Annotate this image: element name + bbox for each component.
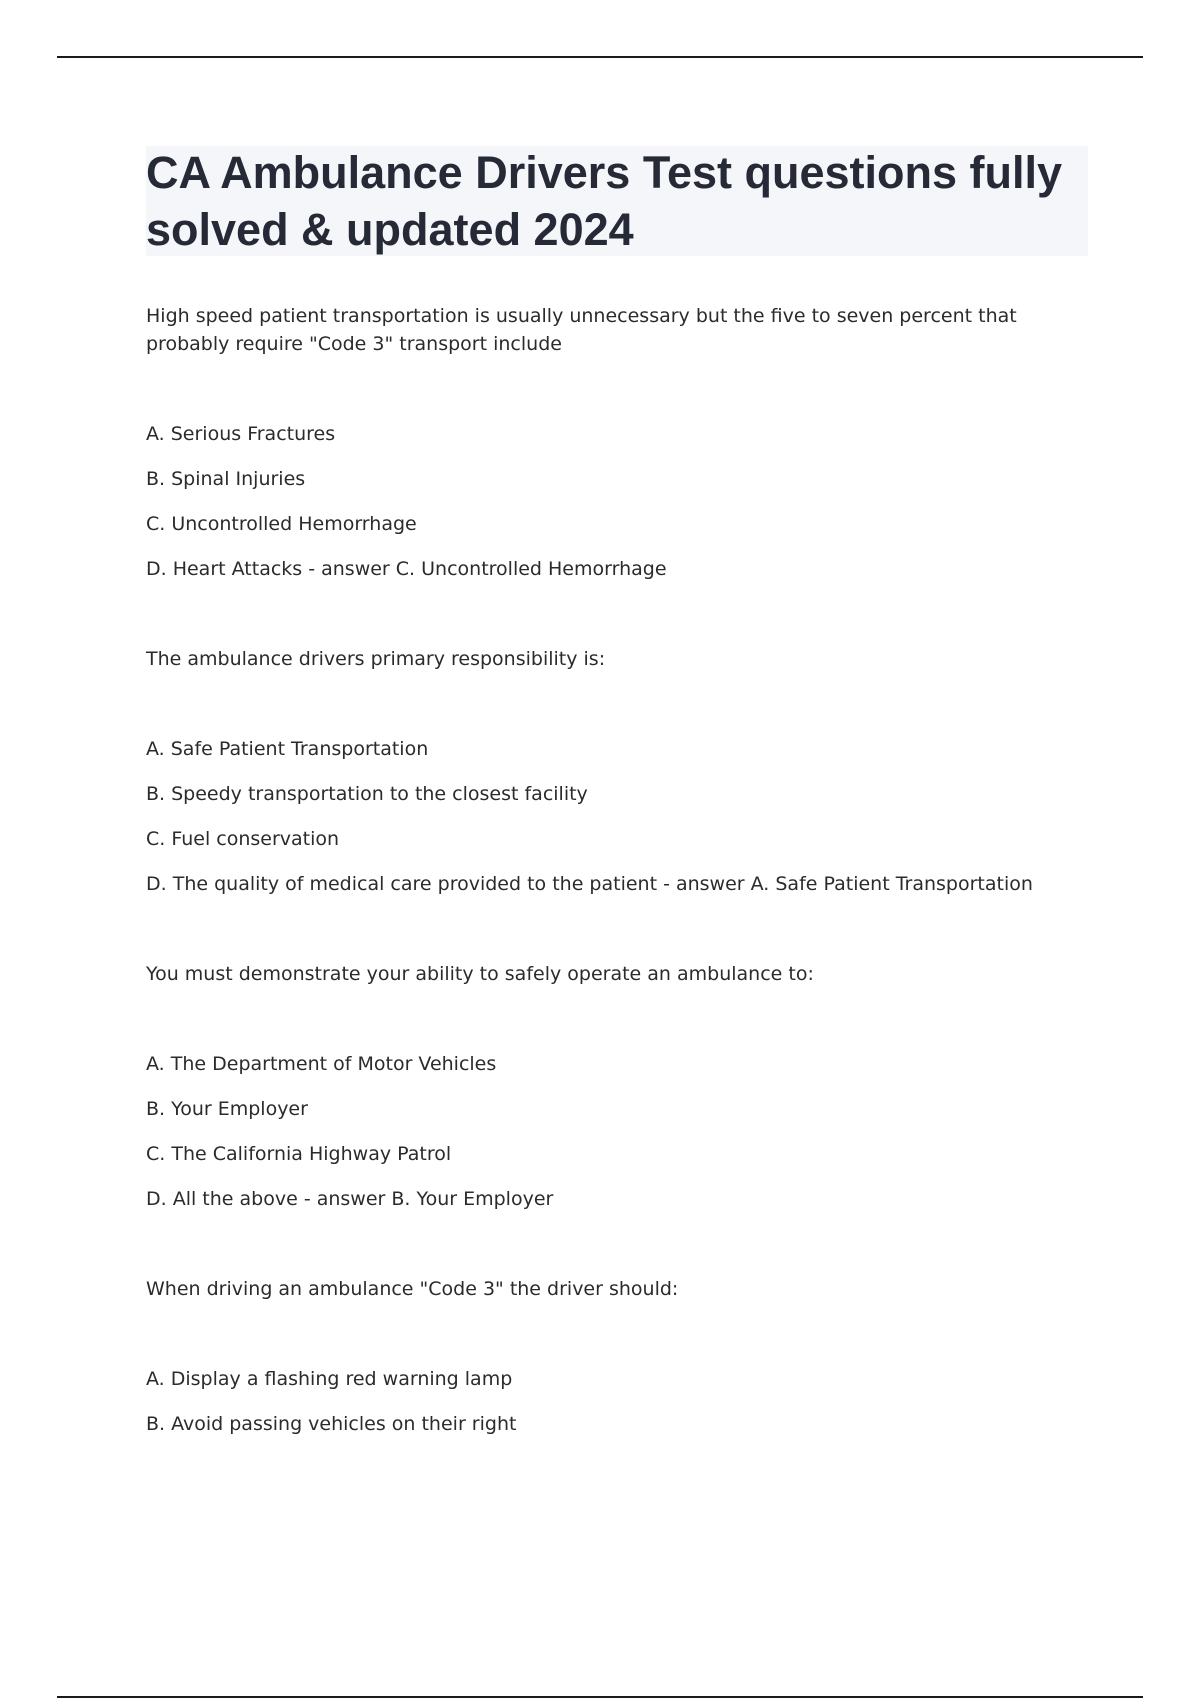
answer-option: C. Fuel conservation (146, 828, 340, 850)
answer-option: B. Speedy transportation to the closest facility (146, 783, 588, 805)
answer-option: A. The Department of Motor Vehicles (146, 1053, 497, 1075)
answer-option: C. Uncontrolled Hemorrhage (146, 513, 417, 535)
question-block (146, 1275, 1066, 1438)
answer-option: C. The California Highway Patrol (146, 1143, 452, 1165)
answer-option: A. Serious Fractures (146, 423, 336, 445)
answer-option: B. Avoid passing vehicles on their right (146, 1413, 517, 1435)
question-text: When driving an ambulance "Code 3" the driver should: (146, 1278, 679, 1300)
question-block (146, 960, 1066, 1213)
question-text: You must demonstrate your ability to safely operate an ambulance to: (146, 963, 814, 985)
question-text: The ambulance drivers primary responsibility is: (146, 648, 606, 670)
header-rule (57, 56, 1143, 58)
document-body (146, 302, 1066, 1455)
page-title: CA Ambulance Drivers Test questions fully solved & updated 2024 (146, 147, 1063, 255)
question-text: High speed patient transportation is usually unnecessary but the five to seven percent that probably require "Code 3" transport include (146, 305, 1017, 355)
question-block (146, 645, 1066, 898)
question-block (146, 302, 1066, 583)
answer-option: A. Display a flashing red warning lamp (146, 1368, 513, 1390)
answer-option: B. Spinal Injuries (146, 468, 306, 490)
answer-option: D. Heart Attacks - answer C. Uncontrolled Hemorrhage (146, 558, 667, 580)
footer-rule (57, 1696, 1143, 1698)
answer-option: D. The quality of medical care provided to the patient - answer A. Safe Patient Transportation (146, 873, 1033, 895)
answer-option: A. Safe Patient Transportation (146, 738, 429, 760)
answer-option: D. All the above - answer B. Your Employer (146, 1188, 554, 1210)
answer-option: B. Your Employer (146, 1098, 308, 1120)
